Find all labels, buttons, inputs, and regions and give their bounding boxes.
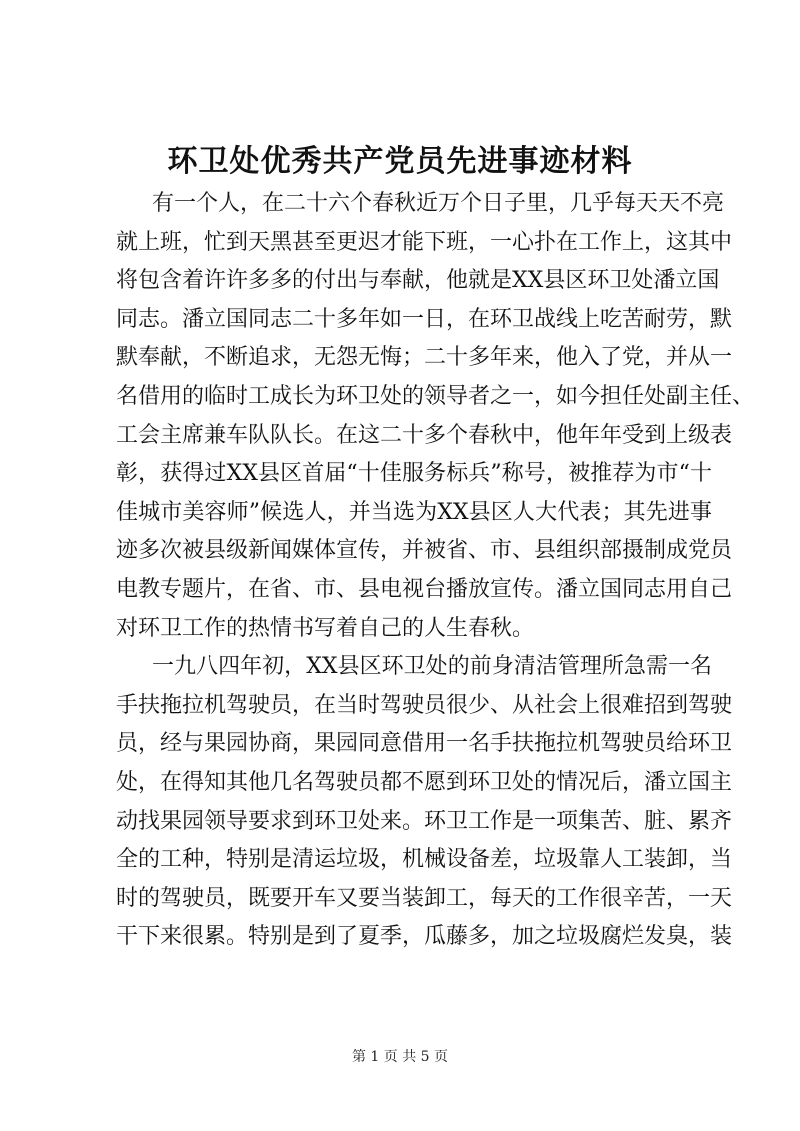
text-line: 名借用的临时工成长为环卫处的领导者之一，如今担任处副主任、	[116, 383, 755, 409]
text-line: 彰，获得过XX县区首届“十佳服务标兵”称号，被推荐为市“十	[116, 461, 712, 487]
paragraph-2	[116, 648, 733, 957]
text-line: 有一个人，在二十六个春秋近万个日子里，几乎每天天不亮	[152, 191, 725, 216]
text-line: 一九八四年初，XX县区环卫处的前身清洁管理所急需一名	[152, 654, 712, 680]
text-line: 佳城市美容师”候选人，并当选为XX县区人大代表；其先进事	[116, 499, 712, 525]
text-line: 手扶拖拉机驾驶员，在当时驾驶员很少、从社会上很难招到驾驶	[116, 692, 733, 718]
text-line: 对环卫工作的热情书写着自己的人生春秋。	[116, 615, 535, 641]
text-line: 时的驾驶员，既要开车又要当装卸工，每天的工作很辛苦，一天	[116, 885, 733, 911]
text-line: 干下来很累。特别是到了夏季，瓜藤多，加之垃圾腐烂发臭，装	[116, 924, 733, 950]
page-footer: 第 1 页 共 5 页	[351, 1049, 449, 1065]
paragraph-1	[116, 185, 755, 648]
text-line: 同志。潘立国同志二十多年如一日，在环卫战线上吃苦耐劳，默	[116, 306, 733, 332]
page-title: 环卫处优秀共产党员先进事迹材料	[167, 144, 633, 179]
text-line: 动找果园领导要求到环卫处来。环卫工作是一项集苦、脏、累齐	[116, 808, 733, 834]
text-line: 电教专题片，在省、市、县电视台播放宣传。潘立国同志用自己	[116, 576, 733, 602]
text-line: 迹多次被县级新闻媒体宣传，并被省、市、县组织部摄制成党员	[116, 538, 733, 564]
text-line: 全的工种，特别是清运垃圾，机械设备差，垃圾靠人工装卸，当	[116, 847, 733, 873]
document-body	[116, 185, 755, 957]
text-line: 默奉献，不断追求，无怨无悔；二十多年来，他入了党，并从一	[116, 345, 733, 371]
text-line: 就上班，忙到天黑甚至更迟才能下班，一心扑在工作上，这其中	[116, 229, 733, 255]
text-line: 工会主席兼车队队长。在这二十多个春秋中，他年年受到上级表	[116, 422, 733, 448]
text-line: 员，经与果园协商，果园同意借用一名手扶拖拉机驾驶员给环卫	[116, 731, 733, 757]
text-line: 将包含着许许多多的付出与奉献，他就是XX县区环卫处潘立国	[116, 268, 720, 294]
text-line: 处，在得知其他几名驾驶员都不愿到环卫处的情况后，潘立国主	[116, 769, 733, 795]
